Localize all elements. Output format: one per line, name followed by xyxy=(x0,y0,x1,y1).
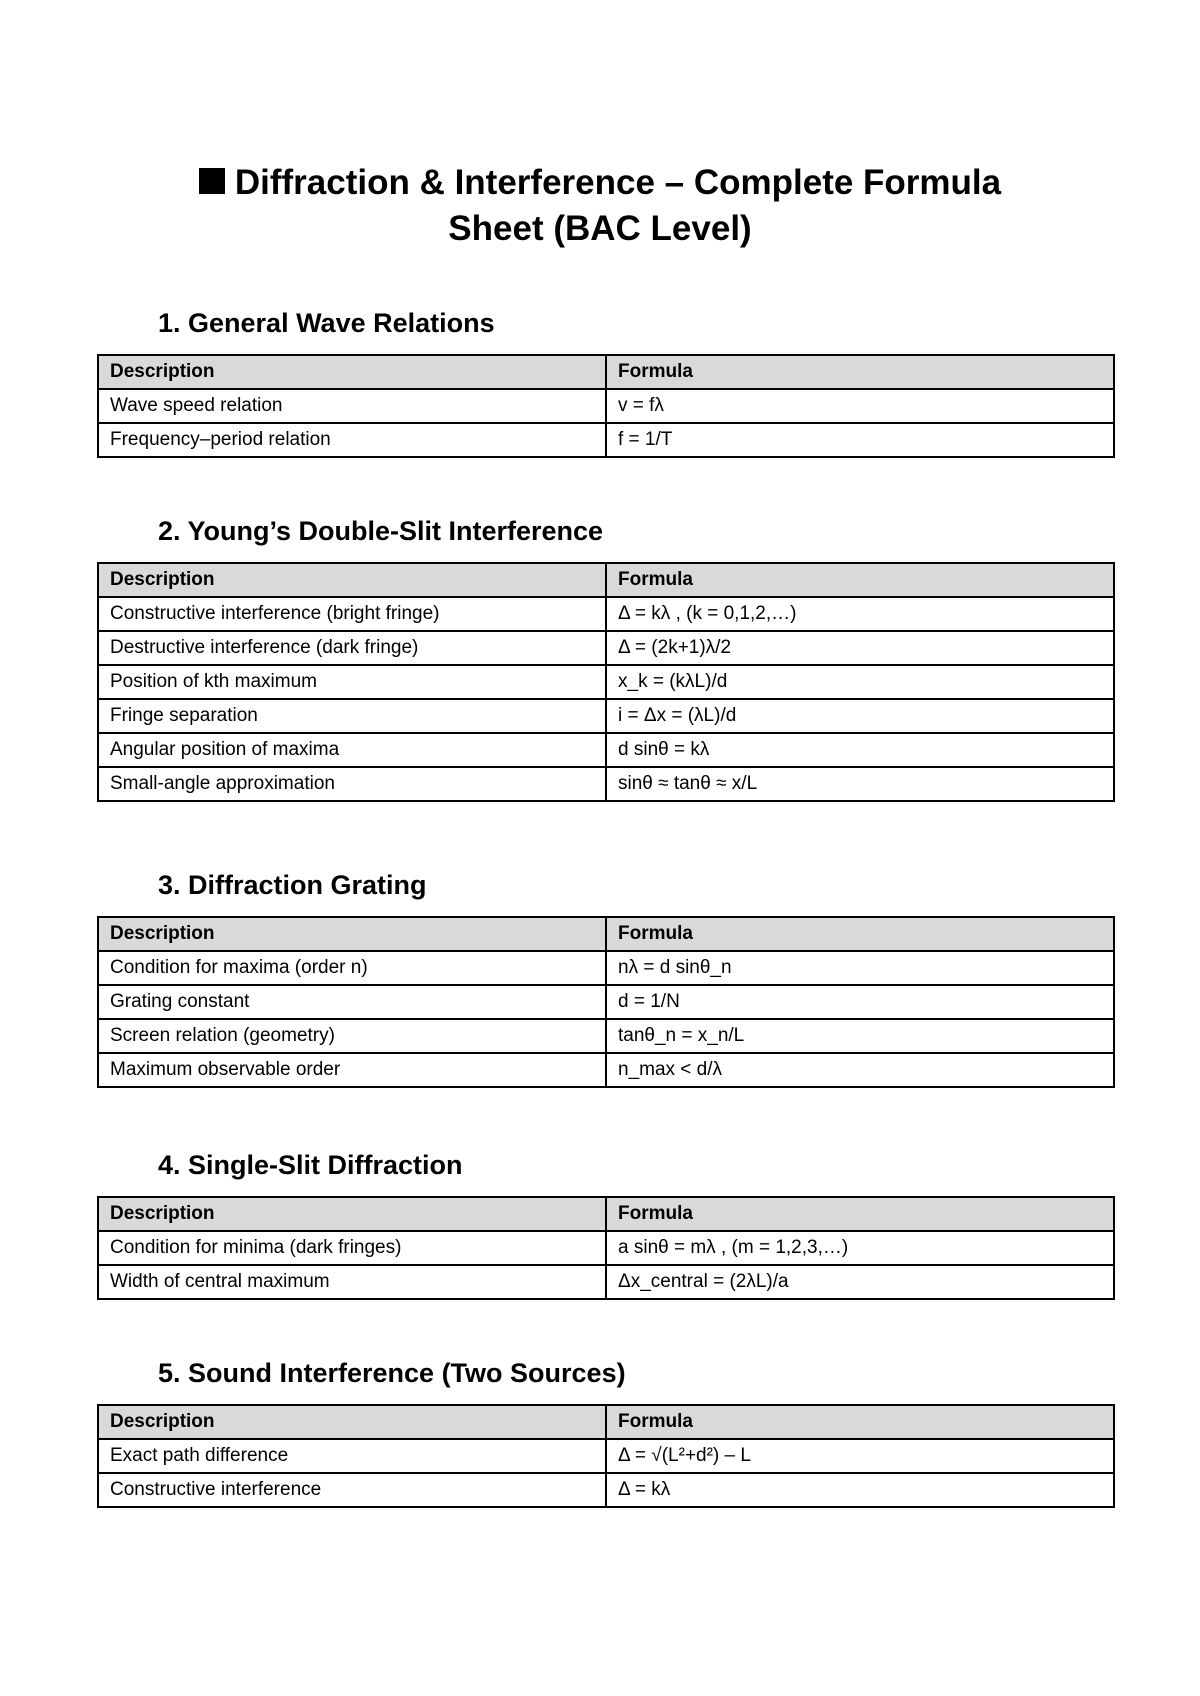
formula-cell: d = 1/N xyxy=(606,985,1114,1019)
formula-table xyxy=(97,1404,1115,1508)
formula-cell: tanθ_n = x_n/L xyxy=(606,1019,1114,1053)
description-cell: Frequency–period relation xyxy=(98,423,606,457)
table-row xyxy=(98,733,1114,767)
formula-cell: Δ = kλ xyxy=(606,1473,1114,1507)
table-row xyxy=(98,665,1114,699)
section-youngs-double-slit xyxy=(97,514,1113,802)
description-cell: Fringe separation xyxy=(98,699,606,733)
table-row xyxy=(98,951,1114,985)
column-header-formula: Formula xyxy=(606,917,1114,951)
column-header-formula: Formula xyxy=(606,563,1114,597)
table-row xyxy=(98,631,1114,665)
section-heading: 4. Single-Slit Diffraction xyxy=(158,1150,463,1180)
table-row xyxy=(98,1439,1114,1473)
table-row xyxy=(98,1231,1114,1265)
formula-table xyxy=(97,916,1115,1088)
table-row xyxy=(98,699,1114,733)
column-header-description: Description xyxy=(98,1197,606,1231)
column-header-description: Description xyxy=(98,355,606,389)
formula-cell: a sinθ = mλ , (m = 1,2,3,…) xyxy=(606,1231,1114,1265)
table-row xyxy=(98,1053,1114,1087)
title-line-2: Sheet (BAC Level) xyxy=(448,209,752,248)
description-cell: Angular position of maxima xyxy=(98,733,606,767)
formula-cell: sinθ ≈ tanθ ≈ x/L xyxy=(606,767,1114,801)
formula-cell: f = 1/T xyxy=(606,423,1114,457)
formula-cell: v = fλ xyxy=(606,389,1114,423)
section-diffraction-grating xyxy=(97,868,1113,1088)
column-header-formula: Formula xyxy=(606,1197,1114,1231)
column-header-formula: Formula xyxy=(606,1405,1114,1439)
formula-cell: x_k = (kλL)/d xyxy=(606,665,1114,699)
column-header-description: Description xyxy=(98,563,606,597)
formula-cell: n_max < d/λ xyxy=(606,1053,1114,1087)
column-header-formula: Formula xyxy=(606,355,1114,389)
description-cell: Grating constant xyxy=(98,985,606,1019)
table-row xyxy=(98,389,1114,423)
column-header-description: Description xyxy=(98,1405,606,1439)
description-cell: Screen relation (geometry) xyxy=(98,1019,606,1053)
black-square-icon xyxy=(199,168,225,194)
formula-cell: Δ = kλ , (k = 0,1,2,…) xyxy=(606,597,1114,631)
description-cell: Maximum observable order xyxy=(98,1053,606,1087)
section-heading: 3. Diffraction Grating xyxy=(158,870,427,900)
table-row xyxy=(98,1019,1114,1053)
table-header-row xyxy=(98,917,1114,951)
table-row xyxy=(98,423,1114,457)
description-cell: Position of kth maximum xyxy=(98,665,606,699)
table-header-row xyxy=(98,1197,1114,1231)
table-row xyxy=(98,985,1114,1019)
description-cell: Small-angle approximation xyxy=(98,767,606,801)
table-row xyxy=(98,1473,1114,1507)
description-cell: Wave speed relation xyxy=(98,389,606,423)
table-row xyxy=(98,597,1114,631)
section-single-slit-diffraction xyxy=(97,1148,1113,1300)
formula-cell: Δx_central = (2λL)/a xyxy=(606,1265,1114,1299)
table-header-row xyxy=(98,355,1114,389)
table-row xyxy=(98,767,1114,801)
formula-cell: Δ = (2k+1)λ/2 xyxy=(606,631,1114,665)
section-heading: 1. General Wave Relations xyxy=(158,308,495,338)
formula-cell: Δ = √(L²+d²) – L xyxy=(606,1439,1114,1473)
formula-table xyxy=(97,354,1115,458)
formula-cell: d sinθ = kλ xyxy=(606,733,1114,767)
table-row xyxy=(98,1265,1114,1299)
table-header-row xyxy=(98,563,1114,597)
description-cell: Exact path difference xyxy=(98,1439,606,1473)
table-header-row xyxy=(98,1405,1114,1439)
section-heading: 2. Young’s Double-Slit Interference xyxy=(158,516,604,546)
description-cell: Condition for minima (dark fringes) xyxy=(98,1231,606,1265)
title-line-1: Diffraction & Interference – Complete Formula xyxy=(234,163,1002,202)
description-cell: Destructive interference (dark fringe) xyxy=(98,631,606,665)
section-general-wave-relations xyxy=(97,306,1113,458)
page-title xyxy=(0,160,1200,252)
description-cell: Width of central maximum xyxy=(98,1265,606,1299)
description-cell: Constructive interference xyxy=(98,1473,606,1507)
section-sound-interference xyxy=(97,1356,1113,1508)
formula-cell: i = Δx = (λL)/d xyxy=(606,699,1114,733)
description-cell: Condition for maxima (order n) xyxy=(98,951,606,985)
formula-cell: nλ = d sinθ_n xyxy=(606,951,1114,985)
formula-table xyxy=(97,562,1115,802)
column-header-description: Description xyxy=(98,917,606,951)
description-cell: Constructive interference (bright fringe) xyxy=(98,597,606,631)
section-heading: 5. Sound Interference (Two Sources) xyxy=(158,1358,626,1388)
formula-table xyxy=(97,1196,1115,1300)
